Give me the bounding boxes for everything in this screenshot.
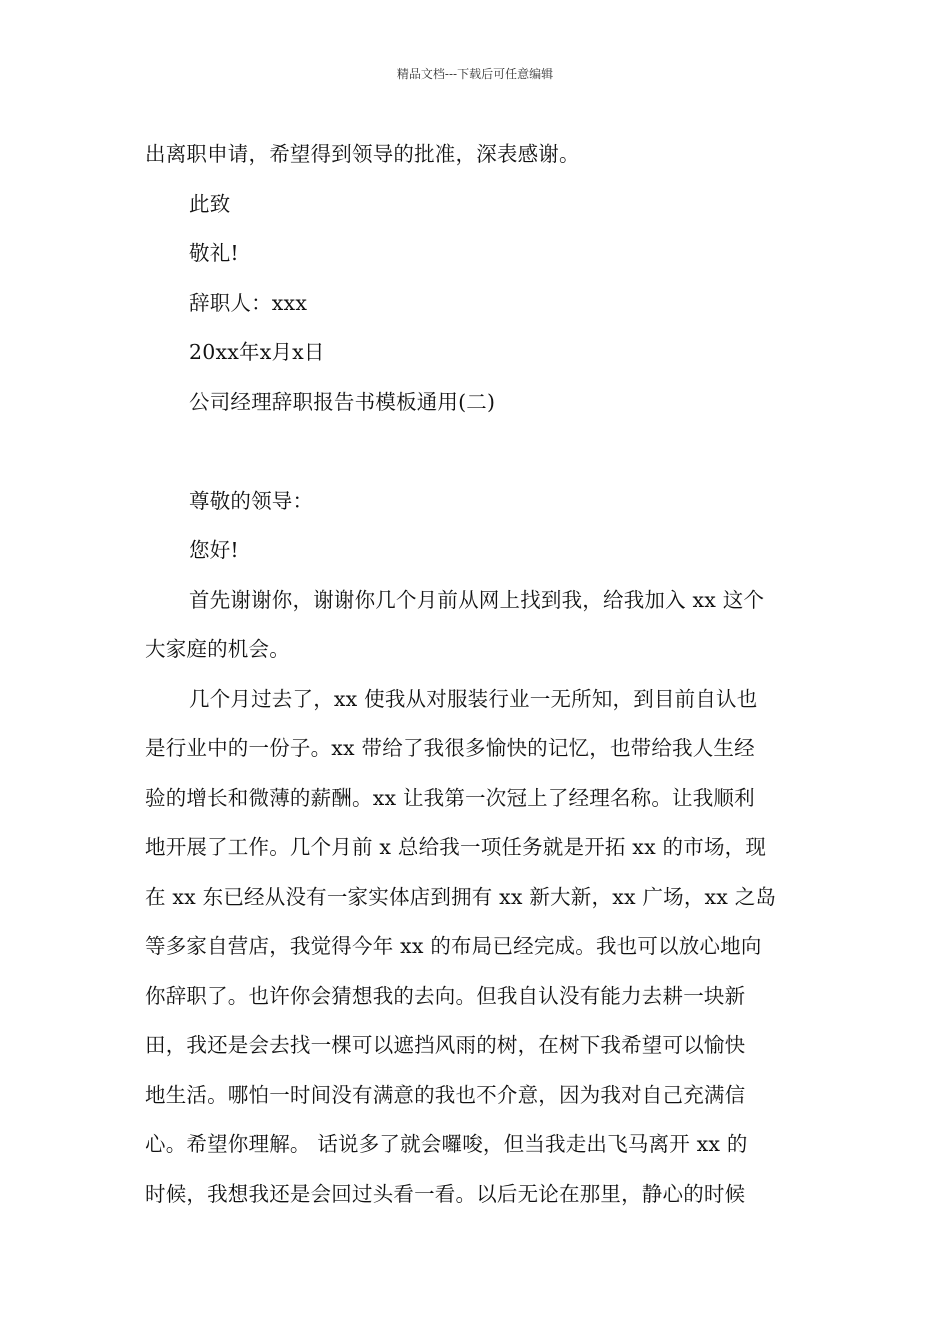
closing-salutation: 此致 [189,191,231,216]
paragraph-line: 你辞职了。也许你会猜想我的去向。但我自认没有能力去耕一块新 [145,983,746,1008]
blank-line [145,427,810,477]
paragraph-line: 大家庭的机会。 [145,637,290,661]
page-header: 精品文档---下载后可任意编辑 [396,67,554,81]
paragraph-line: 验的增长和微薄的薪酬。xx 让我第一次冠上了经理名称。让我顺利 [145,785,755,810]
paragraph-line: 心。希望你理解。 话说多了就会囉唆，但当我走出飞马离开 xx 的 [145,1132,748,1156]
paragraph-line: 田，我还是会去找一棵可以遮挡风雨的树，在树下我希望可以愉快 [145,1033,746,1057]
signature-date: 20xx年x月x日 [189,340,325,364]
paragraph-line: 时候，我想我还是会回过头看一看。以后无论在那里，静心的时候 [145,1181,746,1206]
paragraph-line: 等多家自营店，我觉得今年 xx 的布局已经完成。我也可以放心地向 [145,934,762,958]
paragraph-line: 地生活。哪怕一时间没有满意的我也不介意，因为我对自己充满信 [145,1082,746,1107]
paragraph-line: 首先谢谢你，谢谢你几个月前从网上找到我，给我加入 xx 这个 [189,587,765,612]
closing-regards: 敬礼! [189,241,239,265]
signature-name: 辞职人：xxx [189,290,308,315]
section-title: 公司经理辞职报告书模板通用(二) [189,389,496,414]
paragraph-line: 在 xx 东已经从没有一家实体店到拥有 xx 新大新，xx 广场，xx 之岛 [145,884,777,909]
document-body [145,130,810,1219]
text-line: 出离职申请，希望得到领导的批准，深表感谢。 [145,142,580,166]
paragraph-line: 地开展了工作。几个月前 x 总给我一项任务就是开拓 xx 的市场，现 [145,835,767,859]
greeting-recipient: 尊敬的领导： [189,488,314,513]
greeting-hello: 您好! [189,538,239,562]
paragraph-line: 几个月过去了，xx 使我从对服装行业一无所知，到目前自认也 [189,686,758,711]
paragraph-line: 是行业中的一份子。xx 带给了我很多愉快的记忆，也带给我人生经 [145,736,755,760]
